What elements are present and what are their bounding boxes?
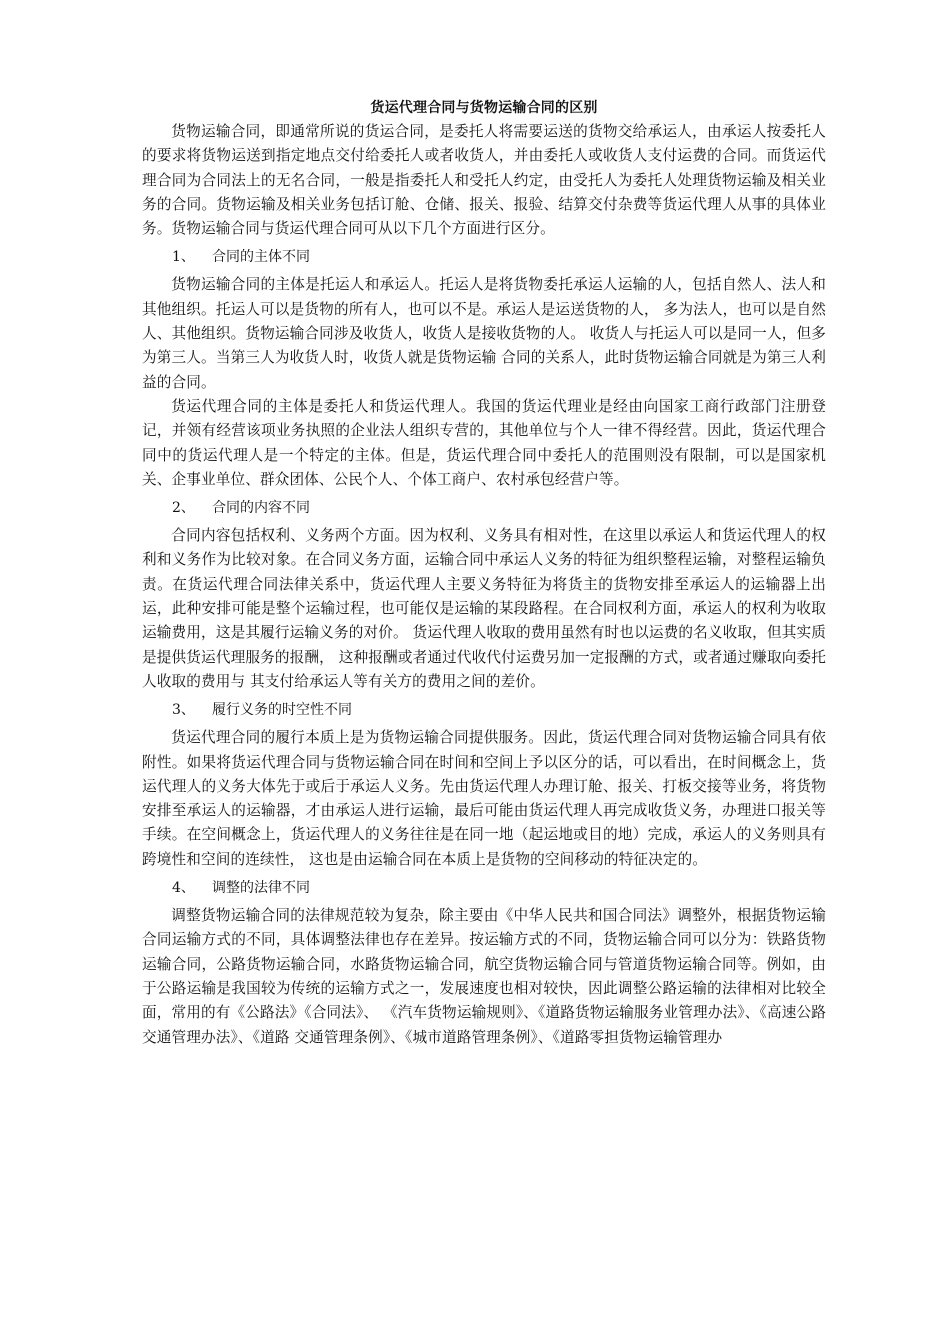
body-paragraph: 货运代理合同的履行本质上是为货物运输合同提供服务。因此，货运代理合同对货物运输合同具有依附性。如果将货运代理合同与货物运输合同在时间和空间上予以区分的话，可以看出，在时间概念上，货运代理人的义务大体先于或后于承运人义务。先由货运代理人办理订舱、报关、打板交接等业务，将货物安排至承运人的运输器，才由承运人进行运输，最后可能由货运代理人再完成收货义务，办理进口报关等手续。在空间概念上，货运代理人的义务往往是在同一地（起运地或目的地）完成，承运人的义务则具有跨境性和空间的连续性， 这也是由运输合同在本质上是货物的空间移动的特征决定的。	[142, 729, 826, 868]
section-heading-1	[142, 245, 826, 269]
document-title: 货运代理合同与货物运输合同的区别	[370, 100, 598, 116]
body-paragraph: 合同内容包括权利、义务两个方面。因为权利、义务具有相对性，在这里以承运人和货运代理人的权利和义务作为比较对象。在合同义务方面，运输合同中承运人义务的特征为组织整程运输，对整程运输负责。在货运代理合同法律关系中，货运代理人主要义务特征为将货主的货物安排至承运人的运输器上出运，此种安排可能是整个运输过程，也可能仅是运输的某段路程。在合同权利方面，承运人的权利为收取运输费用，这是其履行运输义务的对价。 货运代理人收取的费用虽然有时也以运费的名义收取，但其实质是提供货运代理服务的报酬， 这种报酬或者通过代收代付运费另加一定报酬的方式，或者通过赚取向委托人收取的费用与 其支付给承运人等有关方的费用之间的差价。	[142, 527, 826, 690]
section-number: 2、	[172, 500, 195, 517]
intro-paragraph: 货物运输合同，即通常所说的货运合同，是委托人将需要运送的货物交给承运人，由承运人按委托人的要求将货物运送到指定地点交付给委托人或者收货人，并由委托人或收货人支付运费的合同。而货运代理合同为合同法上的无名合同，一般是指委托人和受托人约定，由受托人为委托人处理货物运输及相关业务的合同。货物运输及相关业务包括订舱、仓储、报关、报验、结算交付杂费等货运代理人从事的具体业务。货物运输合同与货运代理合同可从以下几个方面进行区分。	[142, 123, 826, 238]
section-heading-4	[142, 876, 826, 900]
section-title: 合同的内容不同	[212, 500, 310, 517]
section-heading-2	[142, 496, 826, 520]
section-number: 4、	[172, 880, 195, 897]
section-title: 履行义务的时空性不同	[212, 702, 352, 719]
section-number: 1、	[172, 249, 195, 266]
section-heading-3	[142, 698, 826, 722]
body-paragraph: 货运代理合同的主体是委托人和货运代理人。我国的货运代理业是经由向国家工商行政部门注册登记，并领有经营该项业务执照的企业法人组织专营的，其他单位与个人一律不得经营。因此，货运代理合同中的货运代理人是一个特定的主体。但是，货运代理合同中委托人的范围则没有限制，可以是国家机关、企事业单位、群众团体、公民个人、个体工商户、农村承包经营户等。	[142, 397, 826, 488]
section-title: 调整的法律不同	[212, 880, 310, 897]
section-title: 合同的主体不同	[212, 249, 310, 266]
body-paragraph: 货物运输合同的主体是托运人和承运人。托运人是将货物委托承运人运输的人，包括自然人、法人和其他组织。托运人可以是货物的所有人，也可以不是。承运人是运送货物的人， 多为法人，也可以是自然人、其他组织。货物运输合同涉及收货人，收货人是接收货物的人。 收货人与托运人可以是同一人，但多为第三人。当第三人为收货人时，收货人就是货物运输 合同的关系人，此时货物运输合同就是为第三人利益的合同。	[142, 276, 826, 391]
body-paragraph: 调整货物运输合同的法律规范较为复杂，除主要由《中华人民共和国合同法》调整外，根据货物运输合同运输方式的不同，具体调整法律也存在差异。按运输方式的不同，货物运输合同可以分为：铁路货物运输合同，公路货物运输合同，水路货物运输合同，航空货物运输合同与管道货物运输合同等。例如，由于公路运输是我国较为传统的运输方式之一，发展速度也相对较快，因此调整公路运输的法律相对比较全面，常用的有《公路法》《合同法》、 《汽车货物运输规则》、《道路货物运输服务业管理办法》、《高速公路交通管理办法》、《道路 交通管理条例》、《城市道路管理条例》、《道路零担货物运输管理办	[142, 907, 826, 1046]
document-page	[142, 96, 826, 1050]
section-number: 3、	[172, 702, 195, 719]
